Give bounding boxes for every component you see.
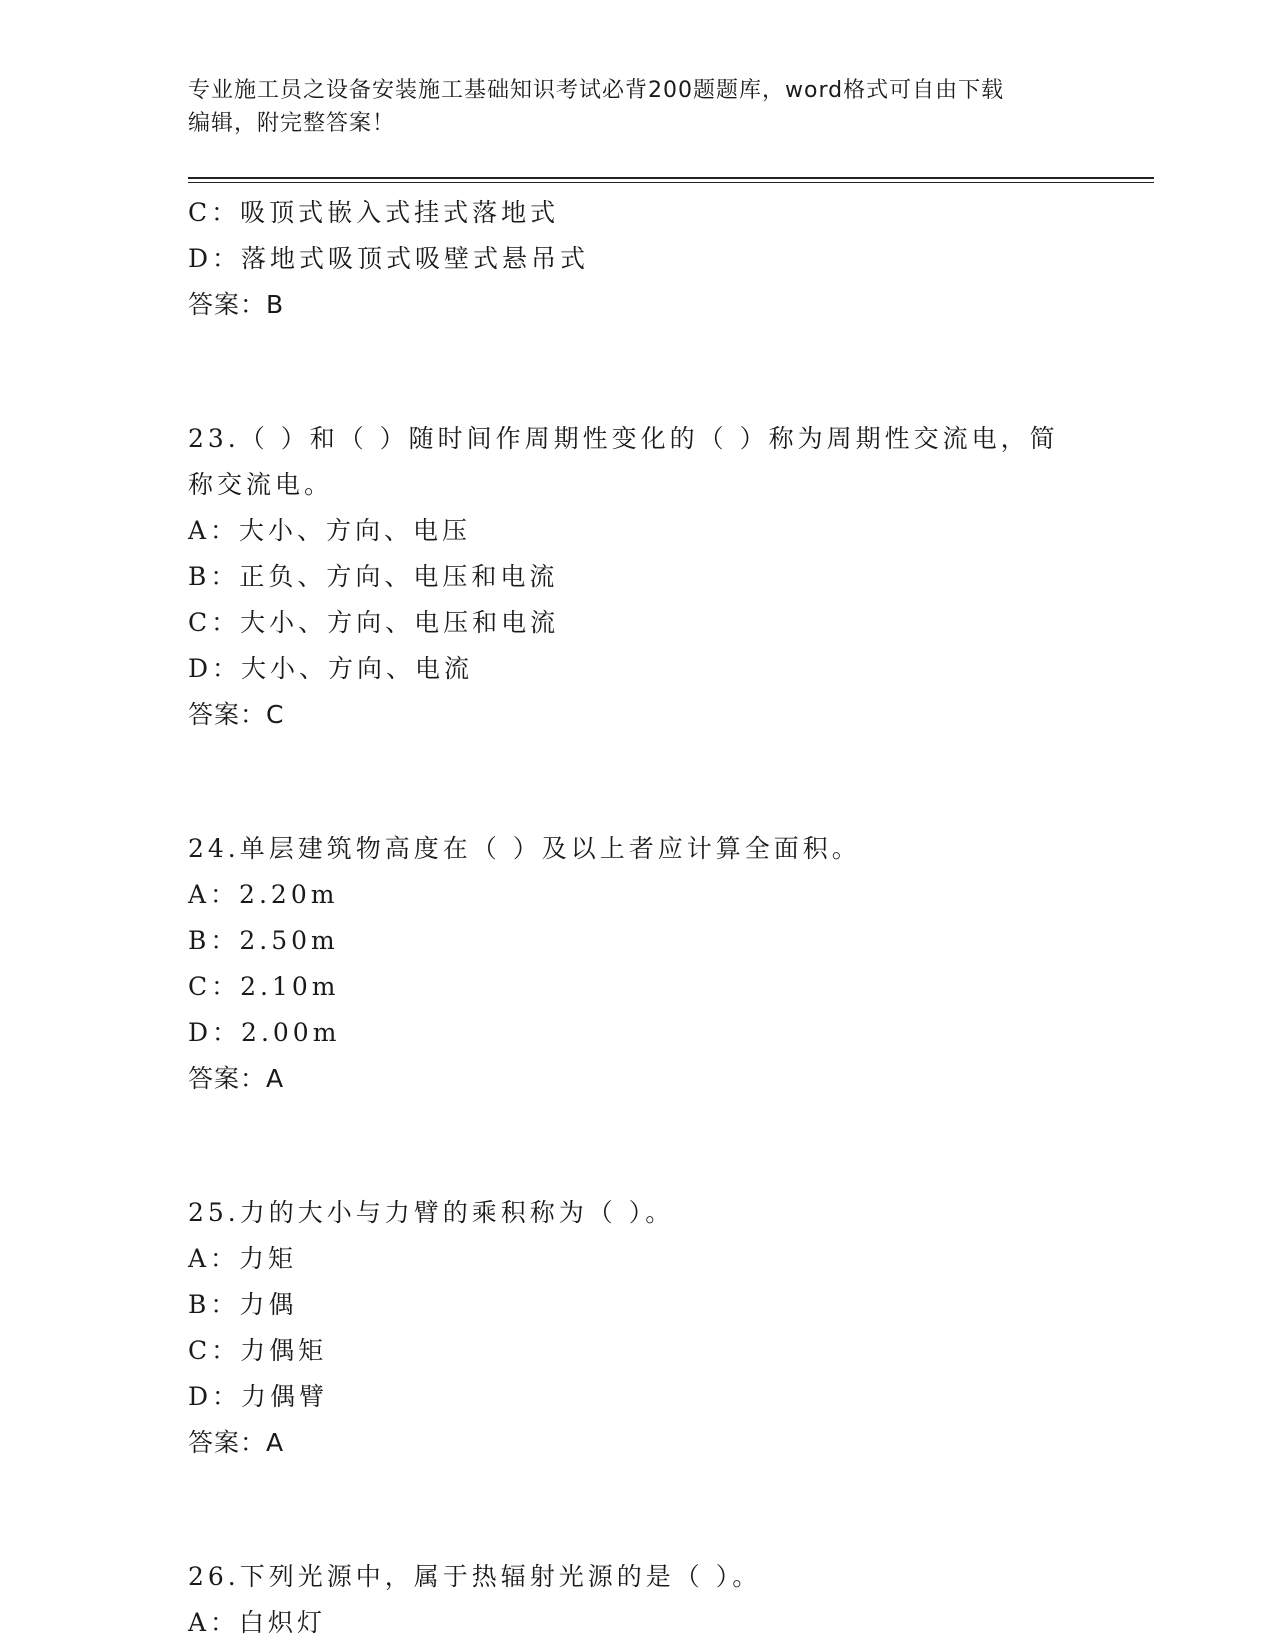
option-c: C：吸顶式嵌入式挂式落地式	[188, 198, 560, 227]
answer: 答案：A	[188, 1428, 285, 1457]
option-b: B：正负、方向、电压和电流	[188, 562, 559, 591]
option-c: C：大小、方向、电压和电流	[188, 608, 560, 637]
question-list	[188, 190, 1088, 1646]
question-text: 26.下列光源中，属于热辐射光源的是（ ）。	[188, 1562, 762, 1591]
header-line-2: 编辑，附完整答案！	[188, 111, 396, 136]
header-line-1: 专业施工员之设备安装施工基础知识考试必背200题题库，word格式可自由下载	[188, 78, 1005, 103]
option-d: D：大小、方向、电流	[188, 654, 474, 683]
document-header	[188, 74, 1088, 140]
question-text: 23.（ ）和（ ）随时间作周期性变化的（ ）称为周期性交流电，简	[188, 424, 1059, 453]
question-26	[188, 1554, 1088, 1646]
answer: 答案：B	[188, 290, 285, 319]
header-divider	[188, 177, 1154, 179]
option-a: A：2.20m	[188, 880, 339, 909]
answer: 答案：A	[188, 1064, 285, 1093]
option-d: D：力偶臂	[188, 1382, 329, 1411]
option-d: D：2.00m	[188, 1018, 341, 1047]
question-24	[188, 826, 1088, 1102]
header-divider-thin	[188, 182, 1154, 183]
option-a: A：大小、方向、电压	[188, 516, 472, 545]
option-b: B：力偶	[188, 1290, 298, 1319]
question-text: 25.力的大小与力臂的乘积称为（ ）。	[188, 1198, 675, 1227]
option-a: A：白炽灯	[188, 1608, 327, 1637]
option-d: D：落地式吸顶式吸壁式悬吊式	[188, 244, 590, 273]
question-23	[188, 416, 1088, 738]
option-b: B：2.50m	[188, 926, 339, 955]
option-c: C：力偶矩	[188, 1336, 328, 1365]
question-22-continued	[188, 190, 1088, 328]
question-25	[188, 1190, 1088, 1466]
option-c: C：2.10m	[188, 972, 340, 1001]
answer: 答案：C	[188, 700, 285, 729]
option-a: A：力矩	[188, 1244, 298, 1273]
question-text-continued: 称交流电。	[188, 470, 334, 499]
question-text: 24.单层建筑物高度在（ ）及以上者应计算全面积。	[188, 834, 861, 863]
